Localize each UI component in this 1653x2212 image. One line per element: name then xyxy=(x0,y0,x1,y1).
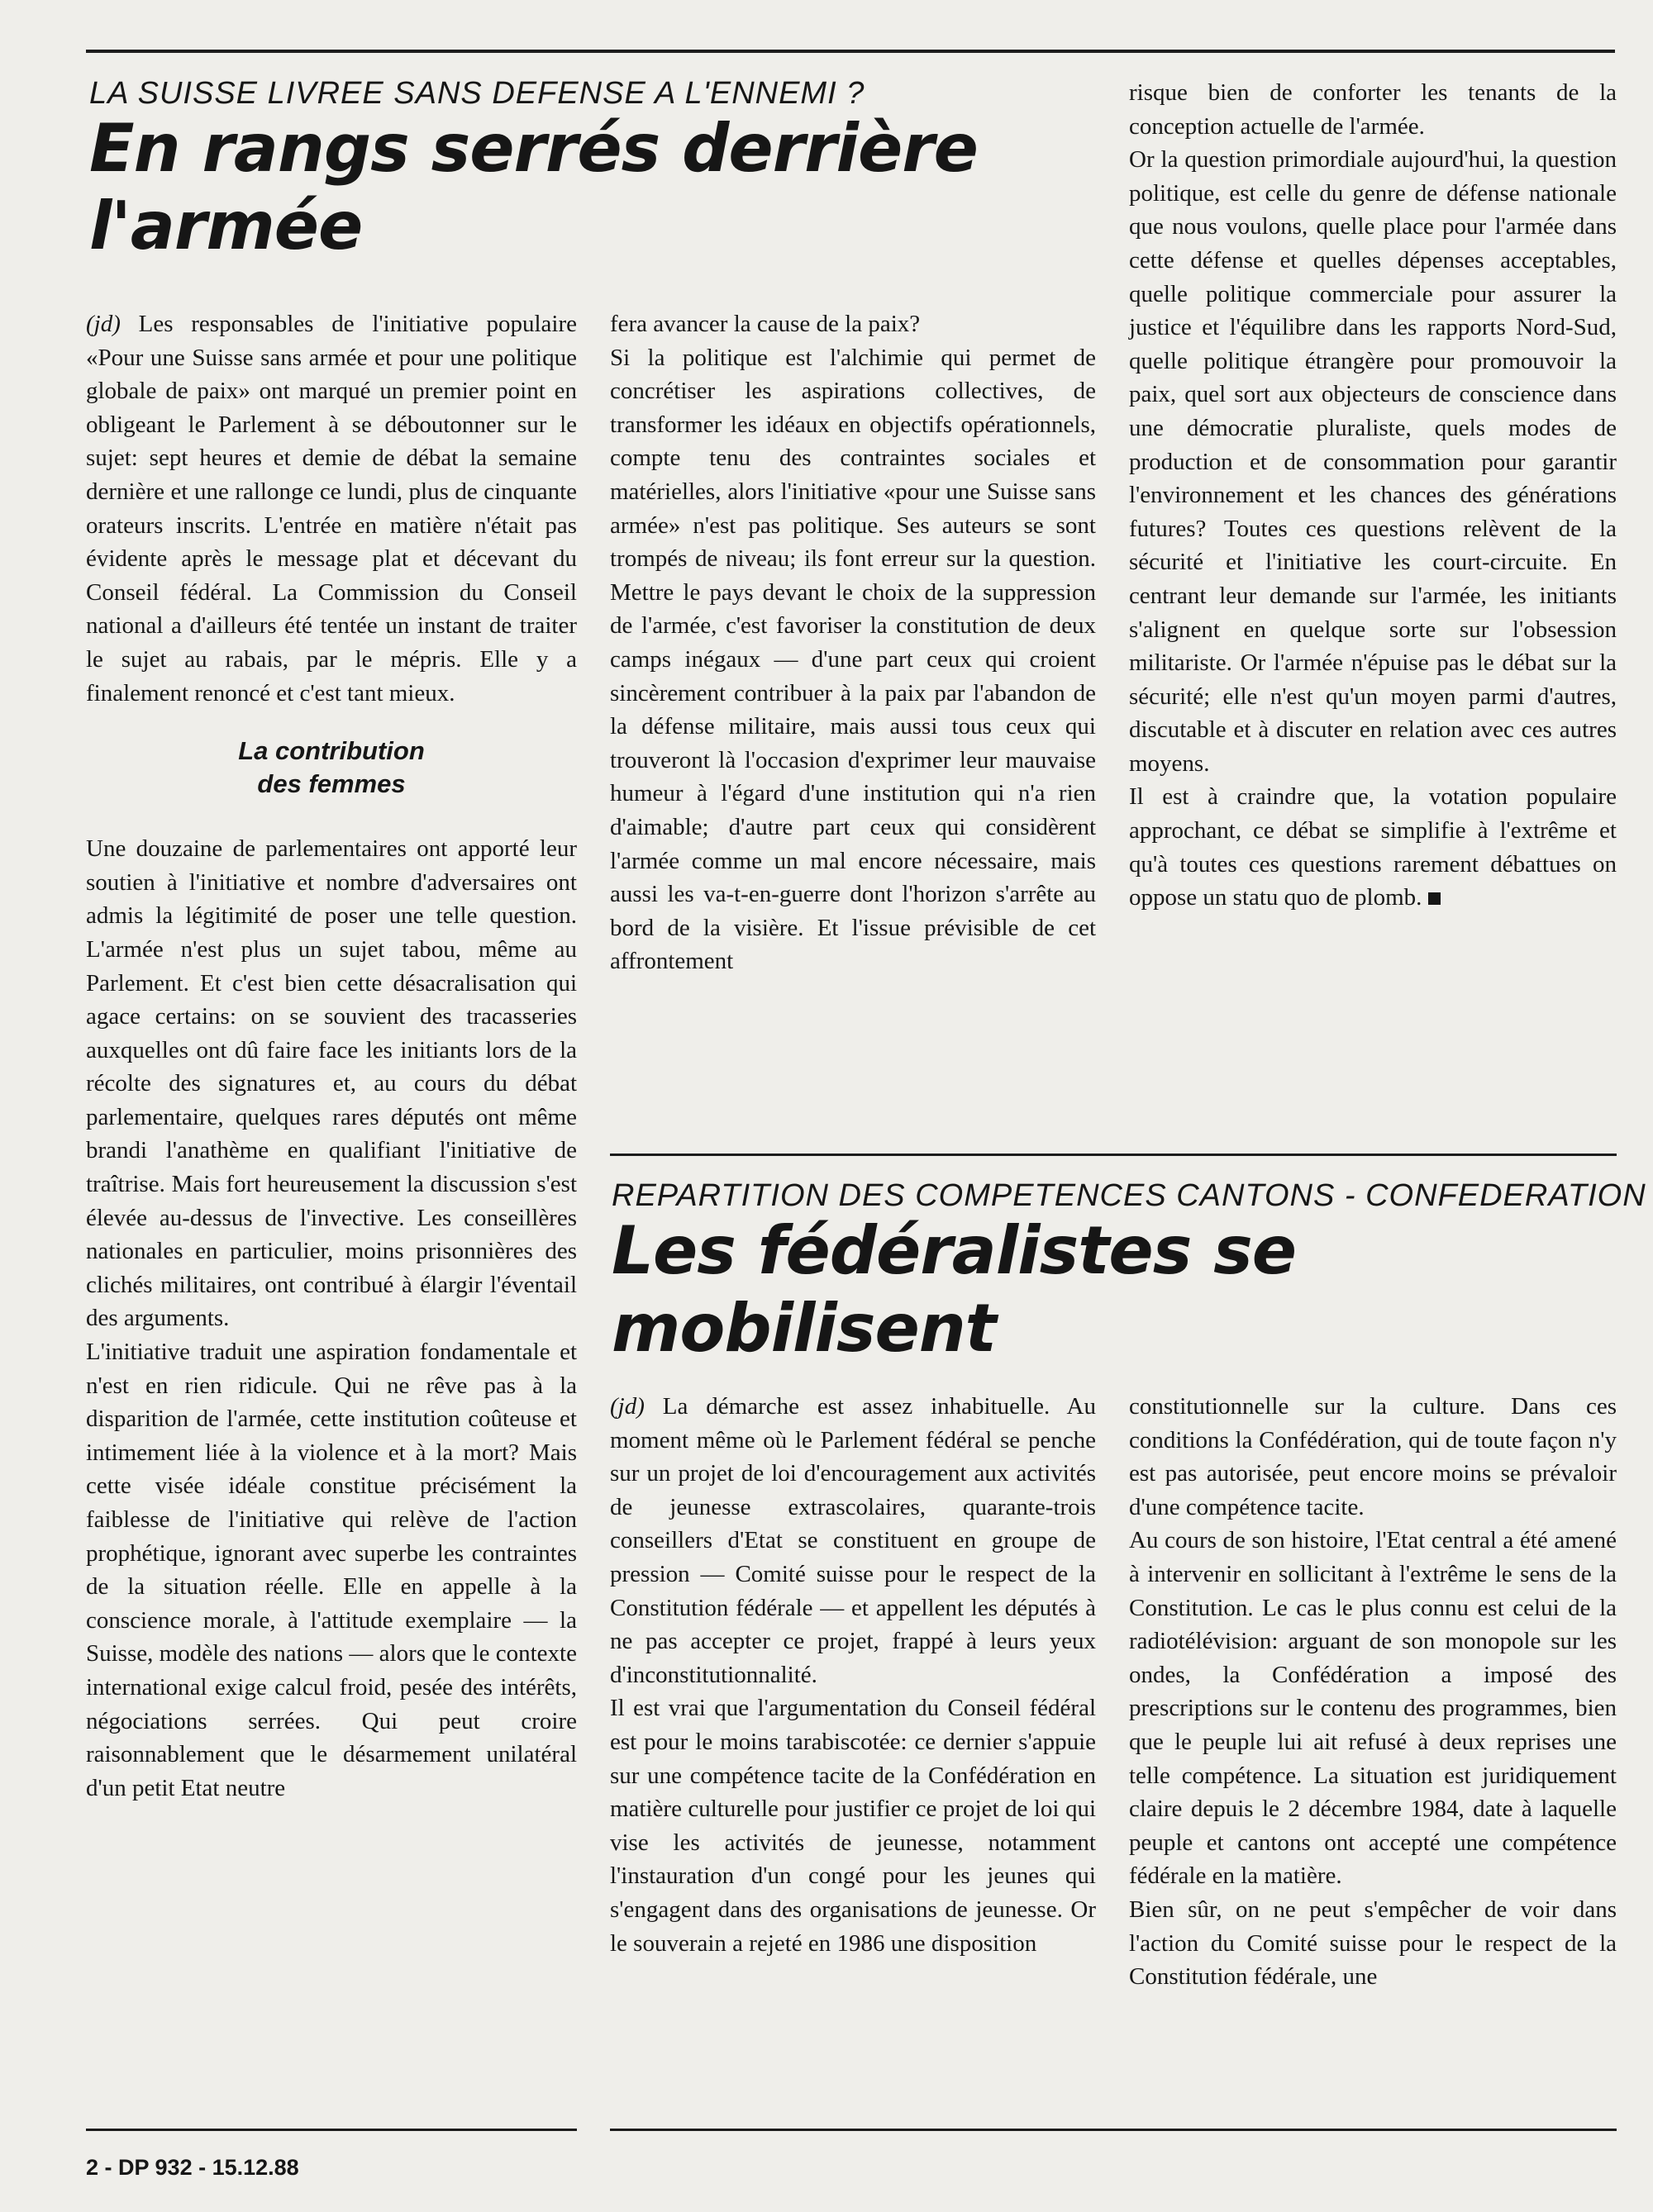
article1-kicker: LA SUISSE LIVREE SANS DEFENSE A L'ENNEMI ? xyxy=(89,76,865,111)
article2-col2-paragraph-2: Au cours de son histoire, l'Etat central a été amené à intervenir en sollicitant à l'extrême le sens de la Constitution. Le cas le plus connu est celui de la radiotélévision: arguant de son monopole sur les ondes, la Confédération a imposé des prescriptions sur le contenu des programmes, bien que le peuple lui ait refusé à deux reprises une telle compétence. La situation est juridiquement claire depuis le 2 décembre 1984, date à laquelle peuple et cantons ont accepté une compétence fédérale en la matière. xyxy=(1129,1527,1617,1890)
article1-col3-paragraph-1: risque bien de conforter les tenants de la conception actuelle de l'armée. xyxy=(1129,79,1617,140)
article1-column-1 xyxy=(86,307,577,1805)
article1-col3-paragraph-2: Or la question primordiale aujourd'hui, la question politique, est celle du genre de défense nationale que nous voulons, quelle place pour l'armée dans cette défense et quelles dépenses acceptables, quelle politique commerciale pour assurer la justice et l'équilibre dans les rapports Nord-Sud, quelle politique étrangère pour promouvoir la paix, quel sort aux objecteurs de conscience dans une démocratie pluraliste, quels modes de production et de consommation pour garantir l'environnement et les chances des générations futures? Toutes ces questions relèvent de la sécurité et l'initiative les court-circuite. En centrant leur demande sur l'armée, les initiants s'alignent en quelque sorte sur l'obsession militariste. Or l'armée n'épuise pas le débat sur la sécurité; elle n'est qu'un moyen parmi d'autres, discutable et à discuter en relation avec ces autres moyens. xyxy=(1129,146,1617,777)
article2-top-rule xyxy=(610,1154,1617,1156)
article1-column-2 xyxy=(610,307,1096,978)
article2-headline: Les fédéralistes se mobilisent xyxy=(612,1212,1297,1367)
bottom-rule-left xyxy=(86,2129,577,2131)
article2-column-2 xyxy=(1129,1390,1617,1994)
article1-col1-paragraph-2: Une douzaine de parlementaires ont apporté leur soutien à l'initiative et nombre d'adversaires ont admis la légitimité de poser une telle question. L'armée n'est plus un sujet tabou, même au Parlement. Et c'est bien cette désacralisation qui agace certains: on se souvient des tracasseries auxquelles ont dû faire face les initiants lors de la récolte des signatures et, au cours du débat parlementaire, quelques rares députés ont même brandi l'anathème en qualifiant l'initiative de traîtrise. Mais fort heureusement la discussion s'est élevée au-dessus de l'invective. Les conseillères nationales en particulier, moins prisonnières des clichés militaires, ont contribué à élargir l'éventail des arguments. xyxy=(86,835,577,1332)
article1-col1-paragraph-1: (jd) Les responsables de l'initiative populaire «Pour une Suisse sans armée et pour une politique globale de paix» ont marqué un premier point en obligeant le Parlement à se déboutonner sur le sujet: sept heures et demie de débat la semaine dernière et une rallonge ce lundi, plus de cinquante orateurs inscrits. L'entrée en matière n'était pas évidente après le message plat et décevant du Conseil fédéral. La Commission du Conseil national a d'ailleurs été tentée un instant de traiter le sujet au rabais, par le mépris. Elle y a finalement renoncé et c'est tant mieux. xyxy=(86,311,577,706)
article1-col2-paragraph-2: Si la politique est l'alchimie qui permet de concrétiser les aspirations collectives, de transformer les idéaux en objectifs opérationnels, compte tenu des contraintes sociales et matérielles, alors l'initiative «pour une Suisse sans armée» n'est pas politique. Ses auteurs se sont trompés de niveau; ils font erreur sur la question. Mettre le pays devant le choix de la suppression de l'armée, c'est favoriser la constitution de deux camps inégaux — d'une part ceux qui croient sincèrement contribuer à la paix par l'abandon de la défense militaire, mais aussi tous ceux qui trouveront là l'occasion d'exprimer leur mauvaise humeur à l'égard d'une institution qui n'a rien d'aimable; d'autre part ceux qui considèrent l'armée comme un mal encore nécessaire, mais aussi les va-t-en-guerre dont l'horizon s'arrête au bord de la visière. Et l'issue prévisible de cet affrontement xyxy=(610,344,1096,975)
bottom-rule-right xyxy=(610,2129,1617,2131)
article1-subhead-line-2: des femmes xyxy=(257,769,406,799)
article2-kicker: REPARTITION DES COMPETENCES CANTONS - CONFEDERATION xyxy=(612,1178,1646,1213)
page-folio: 2 - DP 932 - 15.12.88 xyxy=(86,2155,299,2180)
article2-column-1 xyxy=(610,1390,1096,1960)
article1-col2-paragraph-1: fera avancer la cause de la paix? xyxy=(610,311,921,337)
article2-col2-paragraph-1: constitutionnelle sur la culture. Dans ces conditions la Confédération, qui de toute façon n'y est pas autorisée, peut encore moins se prévaloir d'une compétence tacite. xyxy=(1129,1393,1617,1520)
article2-col1-paragraph-1: (jd) La démarche est assez inhabituelle. Au moment même où le Parlement fédéral se penche sur un projet de loi d'encouragement aux activités de jeunesse extrascolaires, quarante-trois conseillers d'Etat se constituent en groupe de pression — Comité suisse pour le respect de la Constitution fédérale — et appellent les députés à ne pas accepter ce projet, frappé à leurs yeux d'inconstitutionnalité. xyxy=(610,1393,1096,1688)
article1-col3-paragraph-3: Il est à craindre que, la votation populaire approchant, ce débat se simplifie à l'extrême et qu'à toutes ces questions rarement débattues on oppose un statu quo de plomb. xyxy=(1129,783,1617,911)
end-of-article-square xyxy=(1428,892,1441,905)
article2-col2-paragraph-3: Bien sûr, on ne peut s'empêcher de voir dans l'action du Comité suisse pour le respect de la Constitution fédérale, une xyxy=(1129,1896,1617,1991)
author-tag: (jd) xyxy=(86,311,121,337)
article1-col1-paragraph-3: L'initiative traduit une aspiration fondamentale et n'est en rien ridicule. Qui ne rêve pas à la disparition de l'armée, cette institution coûteuse et intimement liée à la violence et à la mort? Mais cette visée idéale constitue précisément la faiblesse de l'initiative qui relève de l'action prophétique, ignorant avec superbe les contraintes de la situation réelle. Elle en appelle à la conscience morale, à l'attitude exemplaire — la Suisse, modèle des nations — alors que le contexte international exige calcul froid, pesée des intérêts, négociations serrées. Qui peut croire raisonnablement que le désarmement unilatéral d'un petit Etat neutre xyxy=(86,1339,577,1801)
article1-subhead xyxy=(86,735,577,801)
article1-headline: En rangs serrés derrière l'armée xyxy=(89,110,978,264)
article1-column-3 xyxy=(1129,76,1617,915)
top-rule-left xyxy=(86,50,1615,53)
article2-col1-paragraph-2: Il est vrai que l'argumentation du Conseil fédéral est pour le moins tarabiscotée: ce dernier s'appuie sur une compétence tacite de la Confédération en matière culturelle pour justifier ce projet de loi qui vise les activités de jeunesse, notamment l'instauration d'un congé pour les jeunes qui s'engagent dans des organisations de jeunesse. Or le souverain a rejeté en 1986 une disposition xyxy=(610,1695,1096,1957)
article1-subhead-line-1: La contribution xyxy=(238,736,425,766)
author-tag: (jd) xyxy=(610,1393,645,1420)
